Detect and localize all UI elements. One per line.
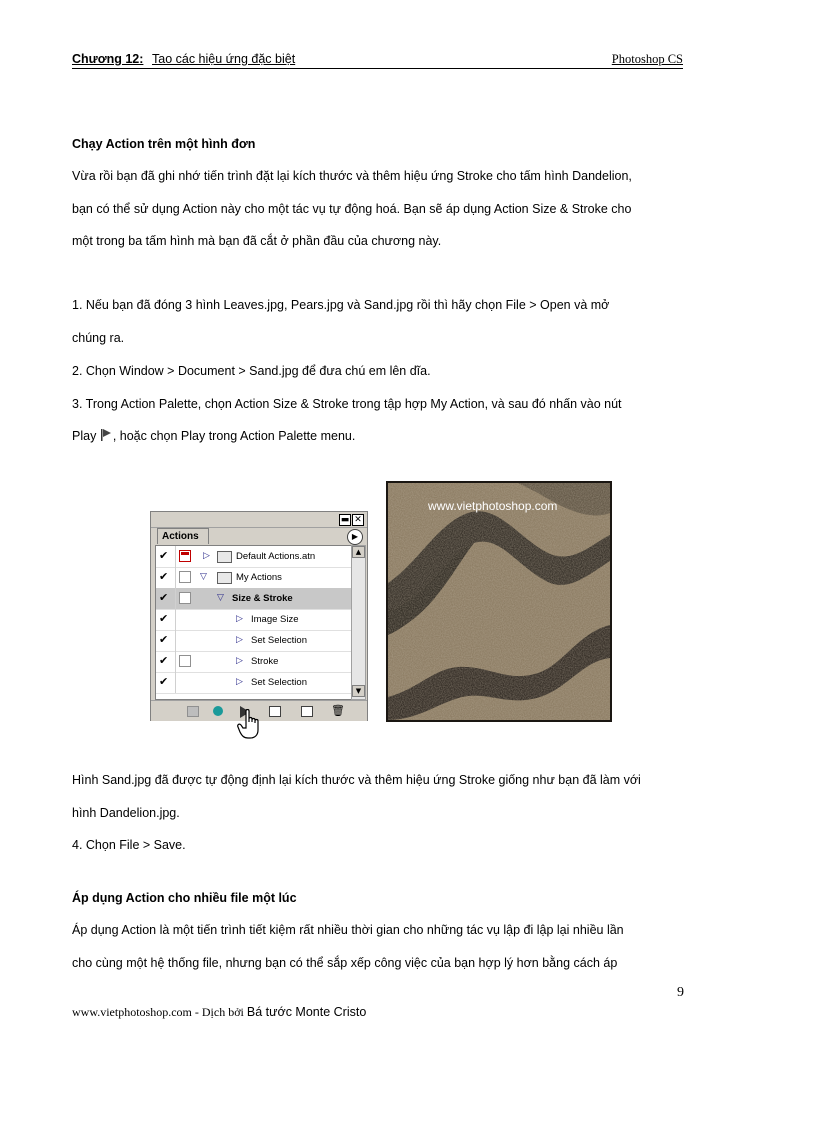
tab-actions[interactable]: Actions: [157, 528, 209, 544]
checkmark-icon[interactable]: ✔: [159, 654, 169, 667]
expand-triangle-icon[interactable]: ▷: [236, 635, 243, 645]
section-heading-single: Chạy Action trên một hình đơn: [72, 137, 256, 151]
actions-list: [155, 545, 352, 700]
chapter-label: Chương 12:: [72, 52, 144, 66]
page-number: 9: [677, 985, 684, 1000]
paragraph-line: Hình Sand.jpg đã được tự động định lại kích thước và thêm hiệu ứng Stroke giống như bạn đã làm với: [72, 773, 641, 787]
actions-palette: [150, 511, 368, 721]
paragraph-line: bạn có thể sử dụng Action này cho một tác vụ tự động hoá. Bạn sẽ áp dụng Action Size & Stroke cho: [72, 202, 632, 216]
action-step-row[interactable]: [156, 630, 351, 652]
chapter-title: Tao các hiệu ứng đặc biệt: [152, 52, 296, 66]
step-line: chúng ra.: [72, 331, 125, 345]
step-line: 3. Trong Action Palette, chọn Action Size & Stroke trong tập hợp My Action, và sau đó nhấn vào nút: [72, 397, 622, 411]
footer-translator: Bá tước Monte Cristo: [246, 1005, 367, 1019]
book-title: Photoshop CS: [611, 52, 683, 66]
step-line-rest: , hoặc chọn Play trong Action Palette menu.: [112, 429, 356, 443]
image-watermark: www.vietphotoshop.com: [428, 499, 558, 513]
close-icon[interactable]: ✕: [352, 514, 364, 526]
paragraph-line: cho cùng một hệ thống file, nhưng bạn có thể sắp xếp công việc của bạn hợp lý hơn bằng cách áp: [72, 956, 618, 970]
paragraph-line: Áp dụng Action là một tiến trình tiết kiệm rất nhiều thời gian cho những tác vụ lập đi lập lại nhiều lần: [72, 923, 624, 937]
step-line: [72, 429, 355, 444]
palette-scrollbar[interactable]: [351, 545, 366, 700]
action-step-row[interactable]: [156, 609, 351, 631]
action-step-row[interactable]: [156, 651, 351, 673]
collapse-triangle-icon[interactable]: ▽: [217, 593, 224, 603]
dialog-toggle-icon[interactable]: [179, 571, 191, 583]
stop-icon[interactable]: [187, 706, 199, 717]
action-row[interactable]: [156, 546, 351, 568]
expand-triangle-icon[interactable]: ▷: [236, 614, 243, 624]
divider: [175, 588, 176, 609]
dialog-toggle-icon[interactable]: [179, 592, 191, 604]
checkmark-icon[interactable]: ✔: [159, 612, 169, 625]
action-set-label: My Actions: [236, 572, 282, 583]
action-set-label: Default Actions.atn: [236, 551, 316, 562]
divider: [175, 630, 176, 651]
checkmark-icon[interactable]: ✔: [159, 675, 169, 688]
scroll-down-icon[interactable]: ▼: [352, 685, 365, 697]
checkmark-icon[interactable]: ✔: [159, 633, 169, 646]
paragraph-line: một trong ba tấm hình mà bạn đã cắt ở phần đầu của chương này.: [72, 234, 442, 248]
divider: [175, 672, 176, 693]
expand-triangle-icon[interactable]: ▷: [203, 551, 210, 561]
checkmark-icon[interactable]: ✔: [159, 591, 169, 604]
collapse-triangle-icon[interactable]: ▽: [200, 572, 207, 582]
page-header: [72, 52, 683, 69]
action-step-label: Image Size: [251, 614, 299, 625]
new-set-icon[interactable]: [269, 706, 281, 717]
dialog-toggle-icon[interactable]: [179, 550, 191, 562]
action-step-row[interactable]: [156, 672, 351, 694]
dialog-toggle-icon[interactable]: [179, 655, 191, 667]
palette-titlebar: [151, 512, 367, 528]
step-line: 4. Chọn File > Save.: [72, 838, 186, 852]
minimize-icon[interactable]: ▬: [340, 515, 350, 525]
folder-icon: [217, 572, 232, 584]
play-icon: [101, 429, 111, 444]
sand-image: [386, 481, 612, 722]
footer-site: www.vietphotoshop.com - Dịch bởi: [72, 1005, 244, 1019]
record-icon[interactable]: [213, 706, 223, 716]
divider: [175, 567, 176, 588]
action-step-label: Set Selection: [251, 635, 307, 646]
divider: [175, 651, 176, 672]
checkmark-icon[interactable]: ✔: [159, 549, 169, 562]
palette-menu-icon[interactable]: ▶: [347, 529, 363, 545]
expand-triangle-icon[interactable]: ▷: [236, 656, 243, 666]
action-label: Size & Stroke: [232, 593, 293, 604]
expand-triangle-icon[interactable]: ▷: [236, 677, 243, 687]
divider: [175, 546, 176, 567]
action-row-selected[interactable]: [156, 588, 351, 610]
folder-icon: [217, 551, 232, 563]
section-heading-batch: Áp dụng Action cho nhiều file một lúc: [72, 891, 297, 905]
play-word: Play: [72, 429, 97, 443]
paragraph-line: Vừa rồi bạn đã ghi nhớ tiến trình đặt lại kích thước và thêm hiệu ứng Stroke cho tấm hình Dandelion,: [72, 169, 632, 183]
checkmark-icon[interactable]: ✔: [159, 570, 169, 583]
divider: [175, 609, 176, 630]
hand-cursor-icon: [237, 709, 263, 744]
action-step-label: Stroke: [251, 656, 279, 667]
action-step-label: Set Selection: [251, 677, 307, 688]
scroll-up-icon[interactable]: ▲: [352, 546, 365, 558]
step-line: 1. Nếu bạn đã đóng 3 hình Leaves.jpg, Pears.jpg và Sand.jpg rồi thì hãy chọn File > Open và mở: [72, 298, 610, 312]
trash-icon[interactable]: 🗑: [331, 704, 345, 717]
paragraph-line: hình Dandelion.jpg.: [72, 806, 180, 820]
step-line: 2. Chọn Window > Document > Sand.jpg để đưa chú em lên dĩa.: [72, 364, 431, 378]
page-footer: [72, 1005, 366, 1020]
new-action-icon[interactable]: [301, 706, 313, 717]
action-row[interactable]: [156, 567, 351, 589]
